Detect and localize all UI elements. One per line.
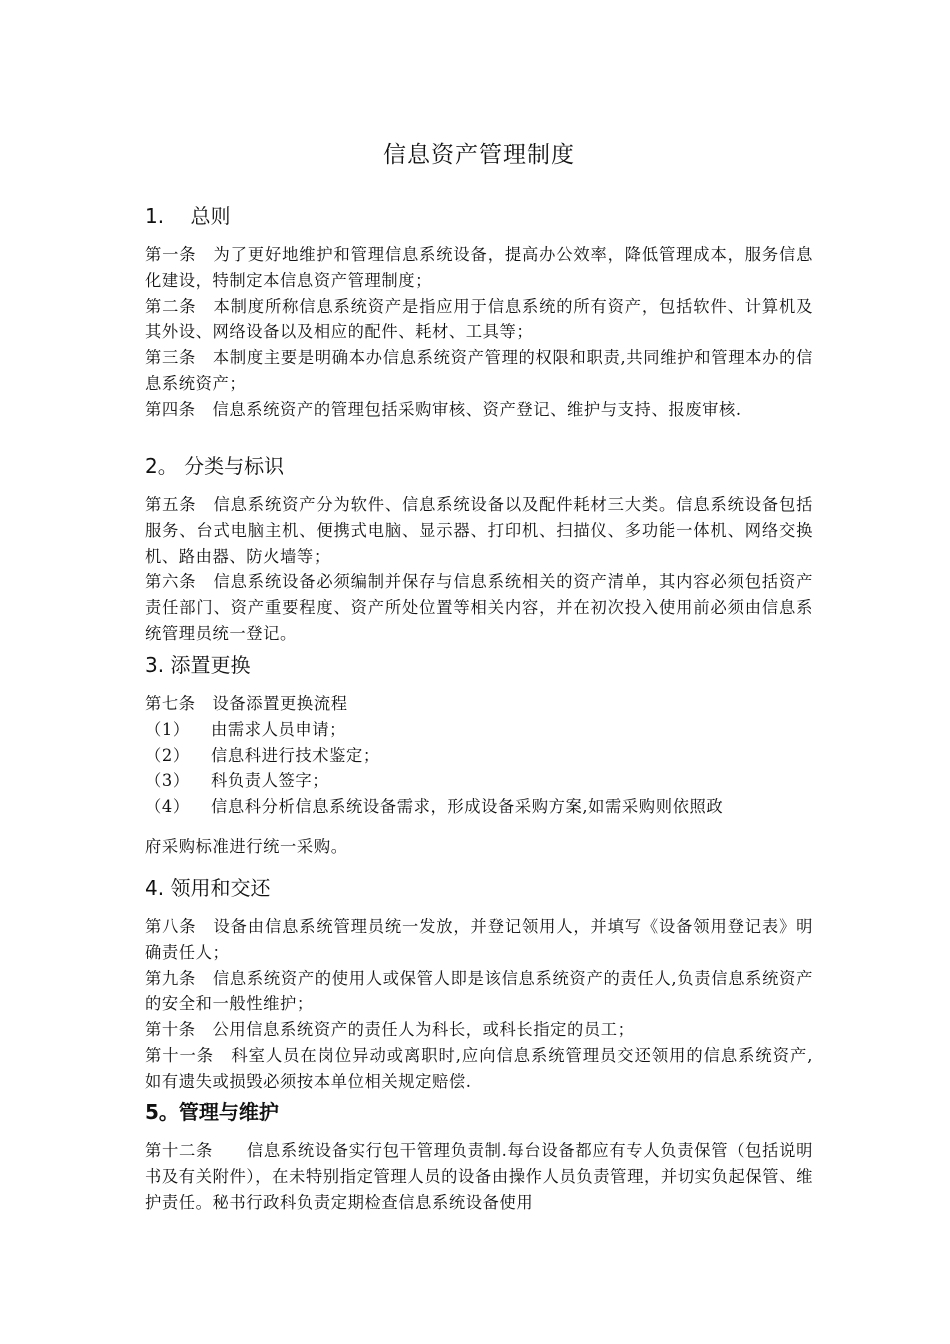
section-management-maintenance	[145, 1099, 813, 1215]
article-8: 第八条 设备由信息系统管理员统一发放，并登记领用人，并填写《设备领用登记表》明确责任人；	[145, 917, 813, 962]
list-item: （2） 信息科进行技术鉴定；	[145, 745, 380, 765]
document-title: 信息资产管理制度	[383, 142, 575, 168]
section-heading: 5。管理与维护	[145, 1100, 279, 1124]
section-heading: 2。 分类与标识	[145, 454, 285, 478]
article-1: 第一条 为了更好地维护和管理信息系统设备，提高办公效率，降低管理成本，服务信息化建设，特制定本信息资产管理制度；	[145, 245, 813, 290]
article-3: 第三条 本制度主要是明确本办信息系统资产管理的权限和职责,共同维护和管理本办的信息系统资产；	[145, 348, 813, 393]
article-10: 第十条 公用信息系统资产的责任人为科长，或科长指定的员工；	[145, 1020, 635, 1040]
list-item: （1） 由需求人员申请；	[145, 719, 347, 739]
list-continuation: 府采购标准进行统一采购。	[145, 836, 348, 856]
section-purchase-replace	[145, 652, 813, 860]
list-item: （4） 信息科分析信息系统设备需求，形成设备采购方案,如需采购则依照政	[145, 797, 724, 817]
section-general	[145, 203, 813, 423]
section-heading: 3. 添置更换	[145, 653, 251, 677]
article-2: 第二条 本制度所称信息系统资产是指应用于信息系统的所有资产，包括软件、计算机及其外设、网络设备以及相应的配件、耗材、工具等；	[145, 296, 813, 342]
section-classification	[145, 453, 813, 647]
article-5: 第五条 信息系统资产分为软件、信息系统设备以及配件耗材三大类。信息系统设备包括服务、台式电脑主机、便携式电脑、显示器、打印机、扫描仪、多功能一体机、网络交换机、路由器、防火墙等；	[145, 495, 813, 566]
section-heading: 1. 总则	[145, 204, 231, 228]
section-issue-return	[145, 875, 813, 1095]
article-12: 第十二条 信息系统设备实行包干管理负责制.每台设备都应有专人负责保管（包括说明书及有关附件），在未特别指定管理人员的设备由操作人员负责管理，并切实负起保管、维护责任。秘书行政科负责定期检查信息系统设备使用	[145, 1141, 813, 1212]
article-9: 第九条 信息系统资产的使用人或保管人即是该信息系统资产的责任人,负责信息系统资产的安全和一般性维护；	[145, 968, 813, 1014]
article-6: 第六条 信息系统设备必须编制并保存与信息系统相关的资产清单，其内容必须包括资产责任部门、资产重要程度、资产所处位置等相关内容，并在初次投入使用前必须由信息系统管理员统一登记。	[145, 572, 813, 643]
article-4: 第四条 信息系统资产的管理包括采购审核、资产登记、维护与支持、报废审核.	[145, 399, 742, 419]
article-11: 第十一条 科室人员在岗位异动或离职时,应向信息系统管理员交还领用的信息系统资产,如有遗失或损毁必须按本单位相关规定赔偿.	[145, 1045, 813, 1091]
section-heading: 4. 领用和交还	[145, 876, 271, 900]
list-item: （3） 科负责人签字；	[145, 771, 330, 791]
article-7: 第七条 设备添置更换流程	[145, 694, 348, 713]
